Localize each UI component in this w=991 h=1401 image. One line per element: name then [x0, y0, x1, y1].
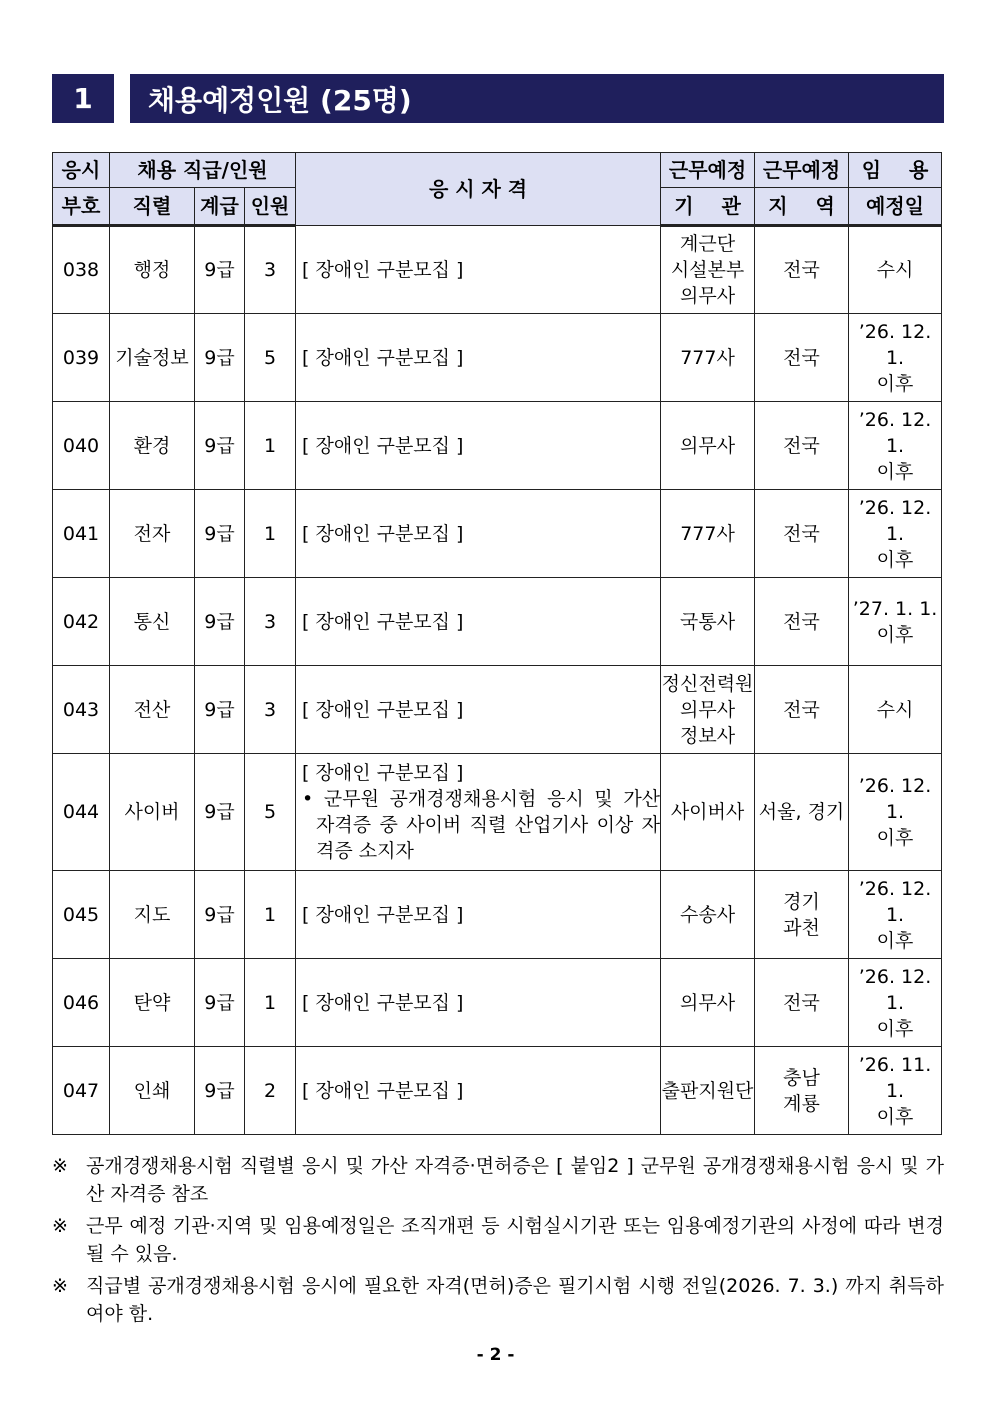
- cell-date: [849, 490, 942, 578]
- cell-org-line: 의무사: [680, 285, 736, 307]
- header-org-bottom: 기 관: [661, 188, 755, 226]
- table-row: [53, 1047, 942, 1135]
- cell-org-line: 시설본부: [670, 259, 745, 281]
- cell-region: [755, 666, 849, 754]
- cell-exam-code: 042: [53, 578, 110, 666]
- cell-region-line: 서울, 경기: [758, 801, 845, 823]
- cell-date-line: ’26. 12. 1.: [858, 775, 932, 823]
- note-mark: ※: [52, 1155, 68, 1177]
- cell-region: [755, 871, 849, 959]
- cell-org: [661, 1047, 755, 1135]
- table-row: [53, 402, 942, 490]
- cell-date-line: 이후: [876, 929, 914, 952]
- table-row: [53, 959, 942, 1047]
- cell-qualification: [296, 490, 661, 578]
- cell-exam-code: 041: [53, 490, 110, 578]
- cell-region: [755, 314, 849, 402]
- cell-count: 3: [245, 226, 296, 314]
- cell-qualification-line: [ 장애인 구분모집 ]: [302, 610, 464, 633]
- cell-region-line: 전국: [783, 991, 820, 1014]
- cell-qualification-line: [ 장애인 구분모집 ]: [302, 762, 464, 784]
- header-date-bottom: 예정일: [849, 188, 942, 226]
- cell-grade: 9급: [195, 754, 245, 871]
- cell-date-line: 이후: [876, 548, 914, 571]
- cell-qualification-line: [ 장애인 구분모집 ]: [302, 258, 464, 281]
- notes: [52, 1152, 944, 1332]
- note-item: [52, 1212, 944, 1268]
- cell-date-line: 이후: [876, 460, 914, 483]
- cell-exam-code: 043: [53, 666, 110, 754]
- note-text: 공개경쟁채용시험 직렬별 응시 및 가산 자격증·면허증은 [ 붙임2 ] 군무원 공개경쟁채용시험 응시 및 가산 자격증 참조: [86, 1155, 944, 1205]
- cell-series: 행정: [110, 226, 195, 314]
- cell-qualification-line: [ 장애인 구분모집 ]: [302, 903, 464, 926]
- section-header: [52, 74, 944, 123]
- cell-region: [755, 754, 849, 871]
- cell-region-line: 전국: [783, 346, 820, 369]
- header-qualification: 응 시 자 격: [296, 153, 661, 226]
- cell-region: [755, 490, 849, 578]
- cell-series: 전산: [110, 666, 195, 754]
- cell-date: [849, 578, 942, 666]
- header-series: 직렬: [110, 188, 195, 226]
- cell-date-line: ’26. 12. 1.: [858, 877, 932, 926]
- cell-region-line: 전국: [783, 698, 820, 721]
- table-row: [53, 314, 942, 402]
- table-row: [53, 226, 942, 314]
- cell-series: 탄약: [110, 959, 195, 1047]
- cell-date: [849, 959, 942, 1047]
- cell-date: [849, 871, 942, 959]
- cell-org-line: 국통사: [680, 610, 736, 633]
- cell-org-line: 출판지원단: [661, 1079, 754, 1102]
- cell-qualification: [296, 1047, 661, 1135]
- cell-grade: 9급: [195, 666, 245, 754]
- cell-org-line: 수송사: [680, 903, 736, 926]
- cell-region-line: 전국: [783, 610, 820, 633]
- cell-count: 1: [245, 871, 296, 959]
- cell-qualification-line: [ 장애인 구분모집 ]: [302, 434, 464, 457]
- cell-grade: 9급: [195, 1047, 245, 1135]
- section-title: 채용예정인원 (25명): [130, 74, 944, 123]
- section-number: 1: [52, 74, 114, 123]
- cell-date-line: 수시: [876, 698, 914, 721]
- cell-count: 5: [245, 754, 296, 871]
- note-text: 직급별 공개경쟁채용시험 응시에 필요한 자격(면허)증은 필기시험 시행 전일(2026. 7. 3.) 까지 취득하여야 함.: [86, 1275, 944, 1325]
- cell-qualification: [296, 754, 661, 871]
- cell-region-line: 과천: [783, 916, 820, 939]
- cell-qualification: [296, 871, 661, 959]
- cell-region-line: 경기: [783, 890, 820, 913]
- cell-series: 인쇄: [110, 1047, 195, 1135]
- header-region-top: 근무예정: [755, 153, 849, 188]
- cell-org-line: 의무사: [680, 991, 736, 1014]
- cell-org-line: 정신전력원: [661, 672, 754, 695]
- cell-count: 5: [245, 314, 296, 402]
- cell-region-line: 계룡: [783, 1092, 820, 1115]
- header-job-group: 채용 직급/인원: [110, 153, 296, 188]
- cell-org: [661, 754, 755, 871]
- cell-date-line: 수시: [876, 259, 914, 281]
- cell-date-line: ’27. 1. 1.: [852, 597, 938, 620]
- cell-org-line: 의무사: [680, 698, 736, 721]
- cell-org: [661, 226, 755, 314]
- cell-qualification-line: [ 장애인 구분모집 ]: [302, 991, 464, 1014]
- cell-org-line: 777사: [680, 346, 735, 369]
- cell-date: [849, 754, 942, 871]
- cell-date-line: ’26. 11. 1.: [858, 1053, 932, 1102]
- cell-count: 1: [245, 959, 296, 1047]
- cell-qualification-line: [ 장애인 구분모집 ]: [302, 698, 464, 721]
- cell-date-line: 이후: [876, 372, 914, 395]
- header-count: 인원: [245, 188, 296, 226]
- note-item: [52, 1272, 944, 1328]
- cell-qualification-line: [ 장애인 구분모집 ]: [302, 1079, 464, 1102]
- cell-count: 3: [245, 666, 296, 754]
- table-row: [53, 871, 942, 959]
- cell-qualification: [296, 578, 661, 666]
- cell-date-line: ’26. 12. 1.: [858, 320, 932, 369]
- cell-qualification-line: [ 장애인 구분모집 ]: [302, 346, 464, 369]
- cell-grade: 9급: [195, 578, 245, 666]
- cell-org-line: 사이버사: [670, 801, 745, 823]
- cell-qualification: [296, 959, 661, 1047]
- cell-org-line: 정보사: [680, 724, 736, 747]
- cell-date: [849, 402, 942, 490]
- cell-grade: 9급: [195, 871, 245, 959]
- cell-date-line: 이후: [876, 827, 914, 849]
- cell-org: [661, 314, 755, 402]
- cell-exam-code: 047: [53, 1047, 110, 1135]
- cell-qualification: [296, 402, 661, 490]
- cell-date-line: 이후: [876, 1105, 914, 1128]
- cell-org: [661, 959, 755, 1047]
- note-mark: ※: [52, 1215, 68, 1237]
- note-mark: ※: [52, 1275, 68, 1297]
- cell-exam-code: 045: [53, 871, 110, 959]
- table-row: [53, 666, 942, 754]
- header-grade: 계급: [195, 188, 245, 226]
- cell-region-line: 충남: [783, 1066, 820, 1089]
- cell-region-line: 전국: [783, 259, 820, 281]
- header-exam-no-bottom: 부호: [53, 188, 110, 226]
- cell-region: [755, 959, 849, 1047]
- cell-region-line: 전국: [783, 434, 820, 457]
- cell-count: 1: [245, 490, 296, 578]
- cell-org: [661, 402, 755, 490]
- cell-region: [755, 578, 849, 666]
- cell-count: 3: [245, 578, 296, 666]
- cell-series: 전자: [110, 490, 195, 578]
- cell-grade: 9급: [195, 226, 245, 314]
- note-item: [52, 1152, 944, 1208]
- cell-date-line: ’26. 12. 1.: [858, 965, 932, 1014]
- cell-date: [849, 666, 942, 754]
- cell-qualification: [296, 666, 661, 754]
- cell-exam-code: 044: [53, 754, 110, 871]
- cell-org: [661, 871, 755, 959]
- cell-series: 기술정보: [110, 314, 195, 402]
- table-row: [53, 490, 942, 578]
- cell-series: 지도: [110, 871, 195, 959]
- table-row: [53, 754, 942, 871]
- table-row: [53, 578, 942, 666]
- cell-series: 환경: [110, 402, 195, 490]
- header-org-top: 근무예정: [661, 153, 755, 188]
- cell-exam-code: 046: [53, 959, 110, 1047]
- cell-date-line: 이후: [876, 1017, 914, 1040]
- cell-org: [661, 666, 755, 754]
- cell-org: [661, 578, 755, 666]
- cell-org: [661, 490, 755, 578]
- cell-region: [755, 1047, 849, 1135]
- cell-exam-code: 040: [53, 402, 110, 490]
- header-region-bottom: 지 역: [755, 188, 849, 226]
- note-text: 근무 예정 기관·지역 및 임용예정일은 조직개편 등 시험실시기관 또는 임용예정기관의 사정에 따라 변경될 수 있음.: [86, 1215, 944, 1265]
- cell-exam-code: 039: [53, 314, 110, 402]
- cell-count: 1: [245, 402, 296, 490]
- cell-date: [849, 314, 942, 402]
- header-exam-no-top: 응시: [53, 153, 110, 188]
- cell-exam-code: 038: [53, 226, 110, 314]
- qualification-bullet: • 군무원 공개경쟁채용시험 응시 및 가산 자격증 중 사이버 직렬 산업기사 이상 자격증 소지자: [302, 788, 661, 862]
- cell-org-line: 계근단: [680, 233, 736, 255]
- cell-series: 사이버: [110, 754, 195, 871]
- cell-grade: 9급: [195, 314, 245, 402]
- cell-grade: 9급: [195, 402, 245, 490]
- cell-date-line: ’26. 12. 1.: [858, 496, 932, 545]
- recruitment-table: [52, 152, 942, 1135]
- cell-region: [755, 402, 849, 490]
- cell-date: [849, 226, 942, 314]
- cell-date-line: ’26. 12. 1.: [858, 408, 932, 457]
- cell-org-line: 의무사: [680, 434, 736, 457]
- header-date-top: 임 용: [849, 153, 942, 188]
- cell-date: [849, 1047, 942, 1135]
- cell-region-line: 전국: [783, 522, 820, 545]
- page-number: - 2 -: [476, 1345, 515, 1365]
- cell-count: 2: [245, 1047, 296, 1135]
- cell-grade: 9급: [195, 959, 245, 1047]
- cell-qualification: [296, 226, 661, 314]
- cell-grade: 9급: [195, 490, 245, 578]
- cell-series: 통신: [110, 578, 195, 666]
- cell-region: [755, 226, 849, 314]
- cell-date-line: 이후: [876, 623, 914, 646]
- cell-org-line: 777사: [680, 522, 735, 545]
- cell-qualification-line: [ 장애인 구분모집 ]: [302, 522, 464, 545]
- cell-qualification: [296, 314, 661, 402]
